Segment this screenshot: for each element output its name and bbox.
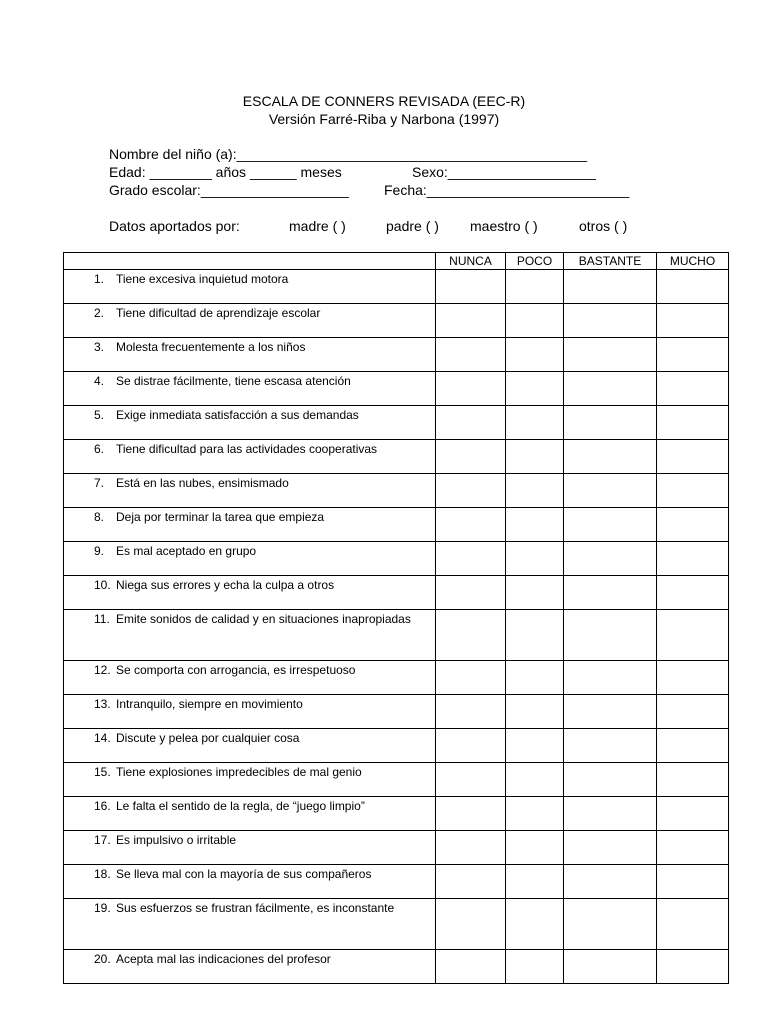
grade-field[interactable]: Grado escolar:___________________	[109, 182, 349, 198]
table-row	[64, 831, 729, 865]
answer-cell-nunca[interactable]	[436, 372, 506, 406]
answer-cell-mucho[interactable]	[657, 695, 729, 729]
table-row	[64, 899, 729, 950]
answer-cell-poco[interactable]	[506, 270, 564, 304]
answer-cell-poco[interactable]	[506, 899, 564, 950]
answer-cell-mucho[interactable]	[657, 304, 729, 338]
answer-cell-nunca[interactable]	[436, 610, 506, 661]
child-name-field[interactable]: Nombre del niño (a):_____________________________________________	[109, 146, 587, 162]
answer-cell-mucho[interactable]	[657, 338, 729, 372]
item-cell	[64, 831, 436, 865]
item-number: 3.	[94, 340, 105, 354]
answer-cell-poco[interactable]	[506, 950, 564, 984]
item-number: 7.	[94, 476, 105, 490]
answer-cell-bastante[interactable]	[564, 576, 657, 610]
answer-cell-poco[interactable]	[506, 610, 564, 661]
item-cell	[64, 406, 436, 440]
answer-cell-nunca[interactable]	[436, 270, 506, 304]
answer-cell-mucho[interactable]	[657, 542, 729, 576]
table-row	[64, 695, 729, 729]
data-source-label: Datos aportados por:	[109, 218, 240, 234]
item-text: Tiene explosiones impredecibles de mal genio	[116, 765, 362, 779]
item-cell	[64, 763, 436, 797]
item-text: Discute y pelea por cualquier cosa	[116, 731, 300, 745]
item-text: Molesta frecuentemente a los niños	[116, 340, 306, 354]
item-cell	[64, 542, 436, 576]
item-text: Se comporta con arrogancia, es irrespetuoso	[116, 663, 356, 677]
item-text: Se lleva mal con la mayoría de sus compañeros	[116, 867, 372, 881]
item-number: 4.	[94, 374, 105, 388]
item-text: Sus esfuerzos se frustran fácilmente, es inconstante	[116, 901, 395, 915]
item-cell	[64, 270, 436, 304]
answer-cell-mucho[interactable]	[657, 576, 729, 610]
item-cell	[64, 440, 436, 474]
answer-cell-bastante[interactable]	[564, 304, 657, 338]
item-number: 17.	[94, 833, 111, 847]
answer-cell-mucho[interactable]	[657, 899, 729, 950]
item-number: 6.	[94, 442, 105, 456]
item-number: 1.	[94, 272, 105, 286]
answer-cell-nunca[interactable]	[436, 831, 506, 865]
answer-cell-bastante[interactable]	[564, 695, 657, 729]
sex-field[interactable]: Sexo:___________________	[412, 164, 596, 180]
table-row	[64, 763, 729, 797]
item-cell	[64, 950, 436, 984]
answer-cell-nunca[interactable]	[436, 542, 506, 576]
table-row	[64, 661, 729, 695]
answer-cell-mucho[interactable]	[657, 440, 729, 474]
item-number: 19.	[94, 901, 111, 915]
answer-cell-bastante[interactable]	[564, 797, 657, 831]
item-text: Le falta el sentido de la regla, de “juego limpio”	[116, 799, 365, 813]
answer-cell-poco[interactable]	[506, 440, 564, 474]
source-option-maestro[interactable]: maestro ( )	[470, 218, 538, 234]
item-column-header	[64, 253, 436, 270]
answer-cell-mucho[interactable]	[657, 406, 729, 440]
answer-cell-poco[interactable]	[506, 695, 564, 729]
document-title: ESCALA DE CONNERS REVISADA (EEC-R)	[242, 93, 526, 109]
answer-cell-mucho[interactable]	[657, 831, 729, 865]
answer-cell-poco[interactable]	[506, 576, 564, 610]
item-cell	[64, 338, 436, 372]
table-row	[64, 729, 729, 763]
answer-cell-bastante[interactable]	[564, 729, 657, 763]
column-header-mucho: MUCHO	[657, 253, 729, 270]
table-row	[64, 406, 729, 440]
answer-cell-mucho[interactable]	[657, 865, 729, 899]
item-number: 13.	[94, 697, 111, 711]
item-number: 12.	[94, 663, 111, 677]
table-row	[64, 950, 729, 984]
item-text: Intranquilo, siempre en movimiento	[116, 697, 303, 711]
item-cell	[64, 610, 436, 661]
answer-cell-nunca[interactable]	[436, 865, 506, 899]
answer-cell-bastante[interactable]	[564, 474, 657, 508]
table-header-row	[64, 253, 729, 270]
table-row	[64, 338, 729, 372]
date-field[interactable]: Fecha:__________________________	[384, 182, 630, 198]
item-text: Tiene dificultad para las actividades cooperativas	[116, 442, 378, 456]
answer-cell-poco[interactable]	[506, 406, 564, 440]
table-row	[64, 440, 729, 474]
item-number: 9.	[94, 544, 105, 558]
answer-cell-poco[interactable]	[506, 797, 564, 831]
item-text: Es mal aceptado en grupo	[116, 544, 257, 558]
answer-cell-poco[interactable]	[506, 542, 564, 576]
answer-cell-poco[interactable]	[506, 661, 564, 695]
item-number: 8.	[94, 510, 105, 524]
item-number: 18.	[94, 867, 111, 881]
answer-cell-bastante[interactable]	[564, 950, 657, 984]
conners-scale-table	[63, 252, 729, 984]
item-text: Se distrae fácilmente, tiene escasa atención	[116, 374, 351, 388]
answer-cell-bastante[interactable]	[564, 440, 657, 474]
answer-cell-bastante[interactable]	[564, 406, 657, 440]
answer-cell-mucho[interactable]	[657, 729, 729, 763]
table-row	[64, 797, 729, 831]
table-row	[64, 865, 729, 899]
answer-cell-bastante[interactable]	[564, 508, 657, 542]
table-row	[64, 542, 729, 576]
answer-cell-nunca[interactable]	[436, 729, 506, 763]
answer-cell-mucho[interactable]	[657, 270, 729, 304]
column-header-poco: POCO	[506, 253, 564, 270]
answer-cell-bastante[interactable]	[564, 899, 657, 950]
item-cell	[64, 695, 436, 729]
table-row	[64, 474, 729, 508]
item-number: 11.	[94, 612, 110, 626]
answer-cell-poco[interactable]	[506, 304, 564, 338]
answer-cell-mucho[interactable]	[657, 474, 729, 508]
item-text: Tiene dificultad de aprendizaje escolar	[116, 306, 321, 320]
source-option-padre[interactable]: padre ( )	[386, 218, 439, 234]
item-text: Acepta mal las indicaciones del profesor	[116, 952, 331, 966]
item-cell	[64, 304, 436, 338]
answer-cell-mucho[interactable]	[657, 797, 729, 831]
item-number: 10.	[94, 578, 111, 592]
answer-cell-mucho[interactable]	[657, 661, 729, 695]
answer-cell-bastante[interactable]	[564, 661, 657, 695]
answer-cell-bastante[interactable]	[564, 372, 657, 406]
answer-cell-poco[interactable]	[506, 372, 564, 406]
item-text: Exige inmediata satisfacción a sus demandas	[116, 408, 359, 422]
table-row	[64, 372, 729, 406]
answer-cell-nunca[interactable]	[436, 440, 506, 474]
answer-cell-nunca[interactable]	[436, 338, 506, 372]
item-cell	[64, 372, 436, 406]
form-fields	[109, 145, 669, 199]
answer-cell-nunca[interactable]	[436, 763, 506, 797]
document-subtitle: Versión Farré-Riba y Narbona (1997)	[268, 111, 500, 127]
document-header	[0, 92, 768, 128]
answer-cell-poco[interactable]	[506, 508, 564, 542]
item-cell	[64, 508, 436, 542]
answer-cell-poco[interactable]	[506, 338, 564, 372]
table-row	[64, 576, 729, 610]
answer-cell-poco[interactable]	[506, 729, 564, 763]
item-number: 20.	[94, 952, 111, 966]
answer-cell-mucho[interactable]	[657, 610, 729, 661]
answer-cell-mucho[interactable]	[657, 508, 729, 542]
age-field[interactable]: Edad: ________ años ______ meses	[109, 164, 342, 180]
answer-cell-bastante[interactable]	[564, 831, 657, 865]
item-text: Emite sonidos de calidad y en situaciones inapropiadas	[116, 612, 411, 626]
item-text: Deja por terminar la tarea que empieza	[116, 510, 325, 524]
answer-cell-bastante[interactable]	[564, 542, 657, 576]
item-cell	[64, 729, 436, 763]
table-row	[64, 508, 729, 542]
answer-cell-nunca[interactable]	[436, 950, 506, 984]
item-text: Es impulsivo o irritable	[116, 833, 237, 847]
answer-cell-nunca[interactable]	[436, 474, 506, 508]
item-cell	[64, 661, 436, 695]
answer-cell-nunca[interactable]	[436, 695, 506, 729]
item-number: 2.	[94, 306, 105, 320]
answer-cell-bastante[interactable]	[564, 865, 657, 899]
answer-cell-poco[interactable]	[506, 865, 564, 899]
column-header-nunca: NUNCA	[436, 253, 506, 270]
answer-cell-nunca[interactable]	[436, 406, 506, 440]
table-row	[64, 610, 729, 661]
answer-cell-bastante[interactable]	[564, 338, 657, 372]
answer-cell-mucho[interactable]	[657, 763, 729, 797]
table-row	[64, 270, 729, 304]
source-option-madre[interactable]: madre ( )	[289, 218, 346, 234]
item-text: Tiene excesiva inquietud motora	[116, 272, 289, 286]
item-number: 14.	[94, 731, 111, 745]
answer-cell-nunca[interactable]	[436, 508, 506, 542]
table-row	[64, 304, 729, 338]
table-body	[64, 270, 729, 984]
answer-cell-nunca[interactable]	[436, 899, 506, 950]
item-text: Niega sus errores y echa la culpa a otros	[116, 578, 335, 592]
answer-cell-poco[interactable]	[506, 831, 564, 865]
answer-cell-mucho[interactable]	[657, 372, 729, 406]
answer-cell-nunca[interactable]	[436, 797, 506, 831]
answer-cell-nunca[interactable]	[436, 576, 506, 610]
item-text: Está en las nubes, ensimismado	[116, 476, 289, 490]
item-cell	[64, 474, 436, 508]
answer-cell-mucho[interactable]	[657, 950, 729, 984]
answer-cell-bastante[interactable]	[564, 763, 657, 797]
answer-cell-poco[interactable]	[506, 763, 564, 797]
answer-cell-nunca[interactable]	[436, 661, 506, 695]
answer-cell-bastante[interactable]	[564, 270, 657, 304]
answer-cell-poco[interactable]	[506, 474, 564, 508]
item-number: 15.	[94, 765, 111, 779]
item-cell	[64, 865, 436, 899]
answer-cell-nunca[interactable]	[436, 304, 506, 338]
answer-cell-bastante[interactable]	[564, 610, 657, 661]
item-cell	[64, 797, 436, 831]
item-cell	[64, 899, 436, 950]
source-option-otros[interactable]: otros ( )	[579, 218, 628, 234]
column-header-bastante: BASTANTE	[564, 253, 657, 270]
item-number: 16.	[94, 799, 111, 813]
item-number: 5.	[94, 408, 105, 422]
item-cell	[64, 576, 436, 610]
